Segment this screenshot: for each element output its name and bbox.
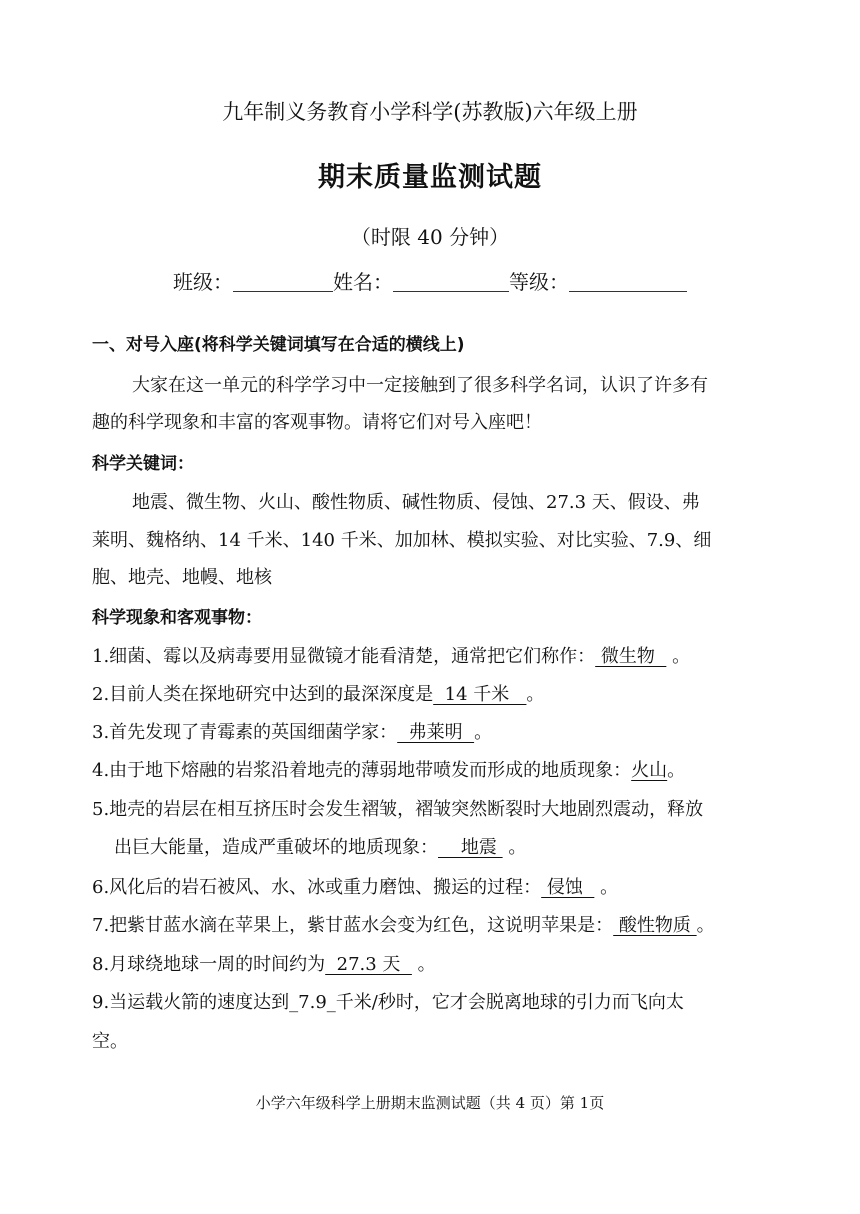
q7-text: 7.把紫甘蓝水滴在苹果上，紫甘蓝水会变为红色，这说明苹果是： [92, 915, 614, 936]
keywords-heading: 科学关键词： [92, 454, 194, 474]
intro-line-2: 趣的科学现象和丰富的客观事物。请将它们对号入座吧！ [92, 412, 542, 433]
q3-text: 3.首先发现了青霉素的英国细菌学家： [92, 722, 398, 743]
q4-text: 4.由于地下熔融的岩浆沿着地壳的薄弱地带喷发而形成的地质现象： [92, 760, 632, 781]
keywords-line-2: 莱明、魏格纳、14 千米、140 千米、加加林、模拟实验、对比实验、7.9、细 [92, 530, 712, 551]
question-8 [92, 950, 436, 976]
q6-text: 6.风化后的岩石被风、水、冰或重力磨蚀、搬运的过程： [92, 877, 542, 898]
q2-answer[interactable]: 14 千米 [433, 684, 527, 705]
name-blank[interactable] [393, 271, 509, 292]
q2-end: 。 [526, 684, 545, 705]
class-blank[interactable] [233, 271, 333, 292]
name-label: 姓名： [333, 270, 393, 294]
q5-text: 出巨大能量，造成严重破坏的地质现象： [114, 837, 438, 858]
q5-answer[interactable]: 地震 [438, 837, 503, 858]
q1-end: 。 [666, 646, 691, 667]
q6-end: 。 [594, 877, 619, 898]
q3-answer[interactable]: 弗莱明 [397, 722, 475, 743]
q8-text: 8.月球绕地球一周的时间约为 [92, 954, 326, 975]
keywords-line-3: 胞、地壳、地幔、地核 [92, 567, 272, 588]
keywords-line-1: 地震、微生物、火山、酸性物质、碱性物质、侵蚀、27.3 天、假设、弗 [132, 492, 700, 513]
question-2 [92, 680, 544, 706]
q7-answer[interactable]: 酸性物质 [613, 915, 697, 936]
student-info-row [0, 266, 860, 295]
grade-label: 等级： [509, 270, 569, 294]
q2-text: 2.目前人类在探地研究中达到的最深深度是 [92, 684, 434, 705]
time-limit: （时限 40 分钟） [350, 225, 510, 249]
exam-series-title: 九年制义务教育小学科学(苏教版)六年级上册 [222, 100, 638, 124]
question-9-line-1: 9.当运载火箭的速度达到_7.9_千米/秒时，它才会脱离地球的引力而飞向太 [92, 992, 684, 1013]
grade-blank[interactable] [569, 271, 687, 292]
q1-answer[interactable]: 微生物 [595, 646, 667, 667]
q8-end: 。 [411, 954, 436, 975]
section1-heading: 一、对号入座(将科学关键词填写在合适的横线上) [92, 335, 465, 355]
q4-end: 。 [667, 760, 686, 781]
question-5-line-1: 5.地壳的岩层在相互挤压时会发生褶皱，褶皱突然断裂时大地剧烈震动，释放 [92, 799, 704, 820]
exam-main-title: 期末质量监测试题 [318, 162, 542, 193]
question-9-line-2: 空。 [92, 1031, 128, 1052]
question-3 [92, 718, 492, 744]
question-5-line-2 [114, 833, 526, 859]
q4-answer[interactable]: 火山 [631, 760, 668, 781]
q5-end: 。 [502, 837, 527, 858]
intro-line-1: 大家在这一单元的科学学习中一定接触到了很多科学名词，认识了许多有 [132, 375, 708, 396]
question-1 [92, 642, 690, 668]
class-label: 班级： [173, 270, 233, 294]
question-4 [92, 756, 685, 782]
question-6 [92, 873, 618, 899]
page-footer: 小学六年级科学上册期末监测试题（共 4 页）第 1页 [255, 1094, 605, 1112]
q1-text: 1.细菌、霉以及病毒要用显微镜才能看清楚，通常把它们称作： [92, 646, 596, 667]
phenomena-heading: 科学现象和客观事物： [92, 608, 262, 628]
question-7 [92, 911, 715, 937]
q6-answer[interactable]: 侵蚀 [541, 877, 595, 898]
q7-end: 。 [696, 915, 715, 936]
q3-end: 。 [474, 722, 493, 743]
q8-answer[interactable]: 27.3 天 [325, 954, 412, 975]
